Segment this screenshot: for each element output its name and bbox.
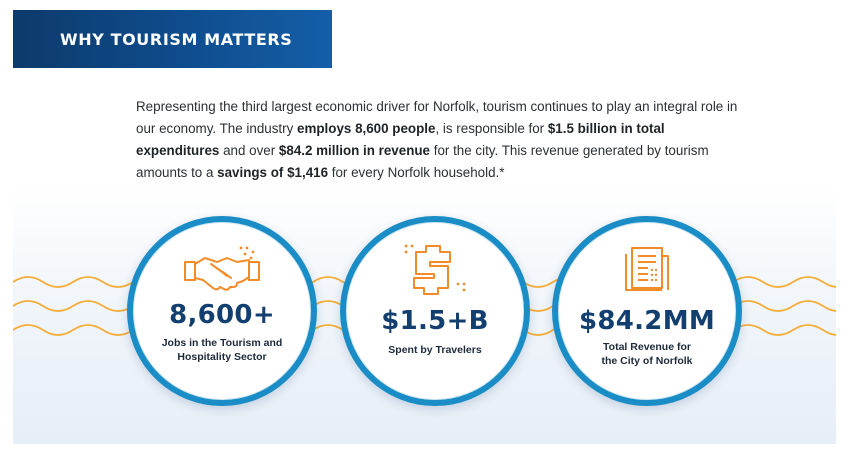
intro-text: Representing the third largest economic driver for Norfolk, tourism continues to play an integral role in our economy. The industry bbox=[136, 99, 738, 136]
intro-highlight: $1.5 billion in total expenditures bbox=[136, 121, 665, 158]
stat-value: $1.5+B bbox=[381, 306, 489, 336]
stat-label bbox=[145, 336, 299, 364]
intro-highlight: savings of $1,416 bbox=[217, 165, 329, 180]
dollar-sign-icon bbox=[402, 240, 468, 298]
stat-label-line: Spent by Travelers bbox=[388, 344, 482, 356]
document-icon bbox=[618, 244, 676, 298]
intro-highlight: employs 8,600 people bbox=[297, 121, 436, 136]
intro-text: and over bbox=[219, 143, 279, 158]
intro-text: for the city. This revenue generated by tourism amounts to a bbox=[136, 143, 709, 180]
intro-paragraph bbox=[136, 96, 746, 184]
section-banner bbox=[13, 10, 332, 68]
handshake-icon bbox=[183, 244, 261, 294]
stat-value: $84.2MM bbox=[578, 306, 716, 336]
section-title: WHY TOURISM MATTERS bbox=[60, 29, 293, 49]
stat-value: 8,600+ bbox=[169, 300, 275, 330]
intro-text: for every Norfolk household.* bbox=[328, 165, 505, 180]
stat-circle-revenue bbox=[552, 216, 742, 406]
intro-highlight: $84.2 million in revenue bbox=[278, 143, 430, 158]
stat-circle-jobs bbox=[127, 216, 317, 406]
stat-circle-spending bbox=[340, 216, 530, 406]
stat-label bbox=[358, 343, 512, 357]
stat-label bbox=[570, 340, 724, 368]
stat-label-line: Total Revenue for bbox=[603, 341, 691, 353]
intro-text: , is responsible for bbox=[435, 121, 548, 136]
stat-label-line: Hospitality Sector bbox=[177, 351, 267, 363]
stat-label-line: Jobs in the Tourism and bbox=[161, 337, 283, 349]
stat-label-line: the City of Norfolk bbox=[601, 355, 693, 367]
